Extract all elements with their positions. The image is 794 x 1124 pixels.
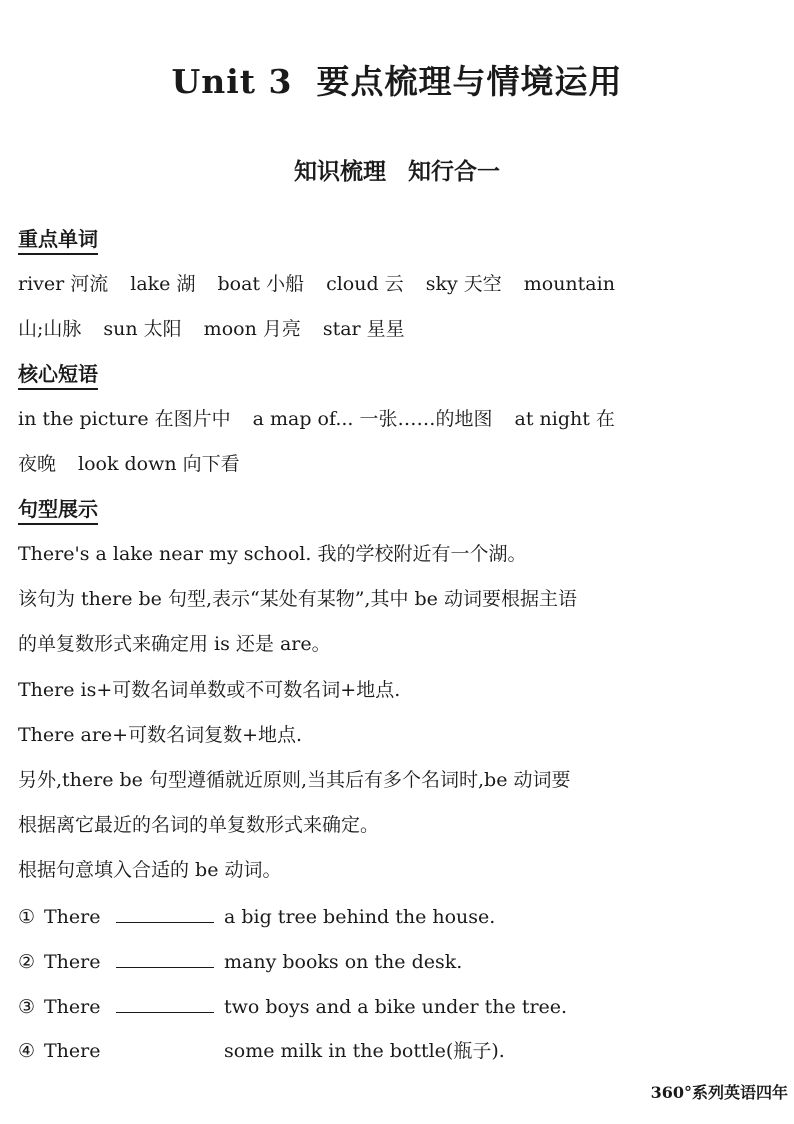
phrases-heading: 核心短语: [18, 361, 98, 390]
exercise-rest: a big tree behind the house.: [224, 906, 496, 928]
explanation-line-1: 该句为 there be 句型,表示“某处有某物”,其中 be 动词要根据主语: [18, 588, 577, 610]
rule-there-are: There are+可数名词复数+地点.: [18, 724, 303, 746]
exercise-subject: There: [44, 996, 101, 1018]
phrase-in-the-picture: in the picture 在图片中: [18, 408, 231, 430]
exercise-subject: There: [44, 951, 101, 973]
rule-there-is: There is+可数名词单数或不可数名词+地点.: [18, 679, 401, 701]
exercise-item: [18, 947, 462, 976]
explanation-line-2: 的单复数形式来确定用 is 还是 are。: [18, 633, 331, 655]
exercise-subject: There: [44, 906, 101, 928]
word-sky: sky 天空: [425, 273, 502, 295]
phrase-look-down: look down 向下看: [78, 453, 240, 475]
word-sun: sun 太阳: [103, 318, 182, 340]
phrase-at-night-meaning: 夜晚: [18, 453, 57, 475]
exercise-subject: There: [44, 1040, 101, 1062]
exercise-number: ③: [18, 996, 36, 1018]
subtitle-part1: 知识梳理: [294, 159, 386, 185]
example-sentence: There's a lake near my school. 我的学校附近有一个湖。: [18, 543, 527, 565]
answer-blank[interactable]: [116, 947, 214, 968]
answer-blank[interactable]: [116, 992, 214, 1013]
exercise-number: ②: [18, 951, 36, 973]
phrases-line-2: [18, 450, 778, 478]
key-words-heading: 重点单词: [18, 226, 98, 255]
exercise-rest: many books on the desk.: [224, 951, 463, 973]
key-words-line-2: [18, 315, 778, 343]
topic-label: 要点梳理与情境运用: [316, 62, 623, 101]
note-line-1: 另外,there be 句型遵循就近原则,当其后有多个名词时,be 动词要: [18, 769, 571, 791]
phrases-line-1: [18, 405, 778, 433]
exercise-number: ①: [18, 906, 36, 928]
word-moon: moon 月亮: [203, 318, 301, 340]
answer-blank[interactable]: [116, 902, 214, 923]
word-mountain-meaning: 山;山脉: [18, 318, 82, 340]
page-footer: 360°系列英语四年: [650, 1083, 788, 1102]
word-cloud: cloud 云: [326, 273, 404, 295]
exercise-item: [18, 902, 495, 931]
sentences-heading: 句型展示: [18, 496, 98, 525]
exercise-number: ④: [18, 1040, 36, 1062]
word-lake: lake 湖: [130, 273, 196, 295]
phrase-at-night: at night 在: [514, 408, 615, 430]
word-river: river 河流: [18, 273, 109, 295]
unit-label: Unit 3: [171, 62, 293, 101]
word-mountain: mountain: [523, 273, 615, 295]
word-star: star 星星: [322, 318, 405, 340]
note-line-2: 根据离它最近的名词的单复数形式来确定。: [18, 814, 380, 836]
exercise-rest: two boys and a bike under the tree.: [224, 996, 568, 1018]
page-title: [0, 56, 794, 103]
subtitle-part2: 知行合一: [408, 159, 500, 185]
section-subtitle: [0, 153, 794, 186]
exercise-item: [18, 992, 567, 1021]
exercise-instruction: 根据句意填入合适的 be 动词。: [18, 859, 282, 881]
phrase-map-of: a map of... 一张……的地图: [252, 408, 493, 430]
exercise-rest: some milk in the bottle(瓶子).: [224, 1040, 505, 1062]
word-boat: boat 小船: [217, 273, 305, 295]
exercise-item: [18, 1037, 505, 1065]
key-words-line-1: [18, 270, 778, 298]
answer-blank[interactable]: [116, 1037, 214, 1057]
